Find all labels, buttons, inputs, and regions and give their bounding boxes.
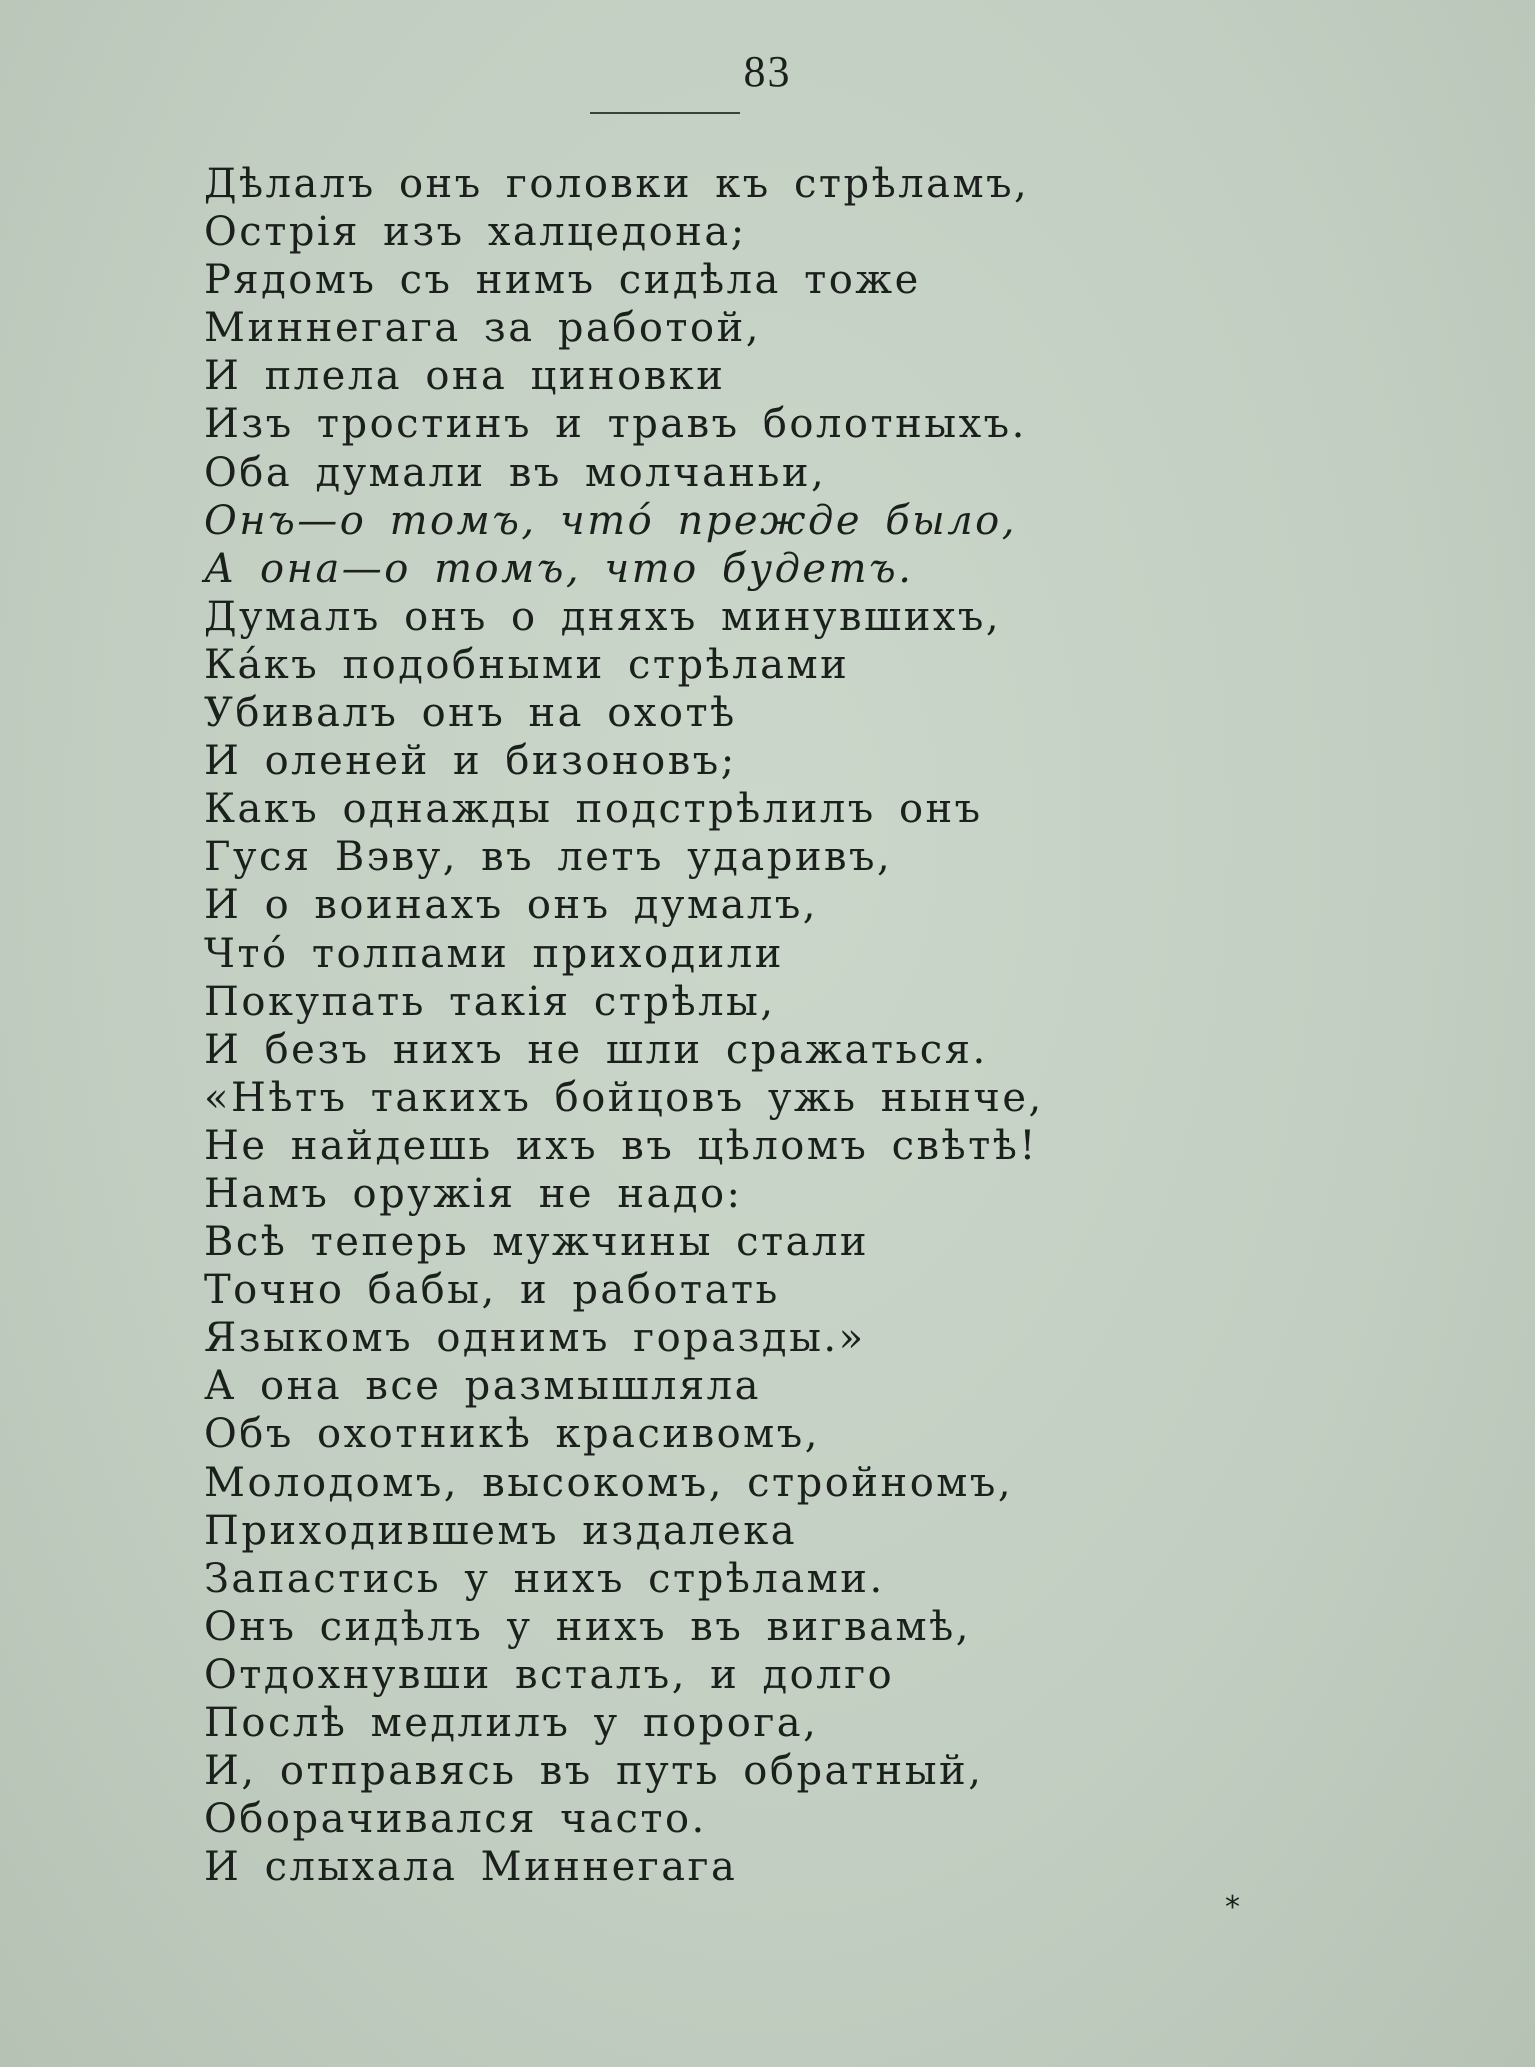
- verse-line: «Нѣтъ такихъ бойцовъ ужь нынче,: [204, 1074, 1044, 1121]
- page-number: 83: [743, 47, 792, 96]
- verse-line: Онъ—о томъ, чтó прежде было,: [204, 497, 1017, 544]
- verse-text: [204, 160, 1404, 1891]
- verse-line: Покупать такія стрѣлы,: [204, 978, 776, 1025]
- verse-line: Объ охотникѣ красивомъ,: [204, 1411, 820, 1458]
- verse-line: Гуся Вэву, въ летъ ударивъ,: [204, 834, 893, 881]
- verse-line: Убивалъ онъ на охотѣ: [204, 690, 737, 737]
- footer-mark: *: [1225, 1890, 1240, 1925]
- verse-line: А она—о томъ, что будетъ.: [204, 545, 914, 592]
- verse-line: Всѣ теперь мужчины стали: [204, 1219, 870, 1266]
- verse-line: И оленей и бизоновъ;: [204, 738, 737, 785]
- verse-line: Острія изъ халцедона;: [204, 209, 747, 256]
- verse-line: Кáкъ подобными стрѣлами: [204, 641, 850, 688]
- verse-line: И о воинахъ онъ думалъ,: [204, 882, 818, 929]
- verse-line: Языкомъ однимъ горазды.»: [204, 1315, 866, 1362]
- verse-line: Отдохнувши всталъ, и долго: [204, 1651, 895, 1698]
- verse-line: Запастись у нихъ стрѣлами.: [204, 1555, 885, 1602]
- verse-line: Точно бабы, и работать: [204, 1267, 780, 1314]
- verse-line: Дѣлалъ онъ головки къ стрѣламъ,: [204, 161, 1030, 207]
- verse-line: И безъ нихъ не шли сражаться.: [204, 1026, 988, 1073]
- verse-line: Молодомъ, высокомъ, стройномъ,: [204, 1459, 1014, 1506]
- verse-line: Чтó толпами приходили: [204, 930, 784, 977]
- verse-line: Приходившемъ издалека: [204, 1507, 798, 1554]
- verse-line: Намъ оружія не надо:: [204, 1170, 743, 1217]
- verse-line: Оба думали въ молчаньи,: [204, 449, 827, 496]
- verse-line: А она все размышляла: [204, 1363, 761, 1410]
- header-rule: [590, 112, 740, 114]
- verse-line: Не найдешь ихъ въ цѣломъ свѣтѣ!: [204, 1122, 1038, 1169]
- verse-line: Какъ однажды подстрѣлилъ онъ: [204, 786, 983, 833]
- verse-line: Оборачивался часто.: [204, 1796, 707, 1843]
- verse-line: И, отправясь въ путь обратный,: [204, 1748, 984, 1795]
- verse-line: Послѣ медлилъ у порога,: [204, 1700, 819, 1746]
- verse-line: Миннегага за работой,: [204, 305, 762, 352]
- verse-line: Рядомъ съ нимъ сидѣла тоже: [204, 257, 921, 304]
- verse-line: И плела она циновки: [204, 353, 726, 400]
- verse-line: Изъ тростинъ и травъ болотныхъ.: [204, 401, 1027, 448]
- verse-line: Онъ сидѣлъ у нихъ въ вигвамѣ,: [204, 1603, 971, 1650]
- verse-line: И слыхала Миннегага: [204, 1844, 738, 1891]
- verse-line: Думалъ онъ о дняхъ минувшихъ,: [204, 593, 1002, 640]
